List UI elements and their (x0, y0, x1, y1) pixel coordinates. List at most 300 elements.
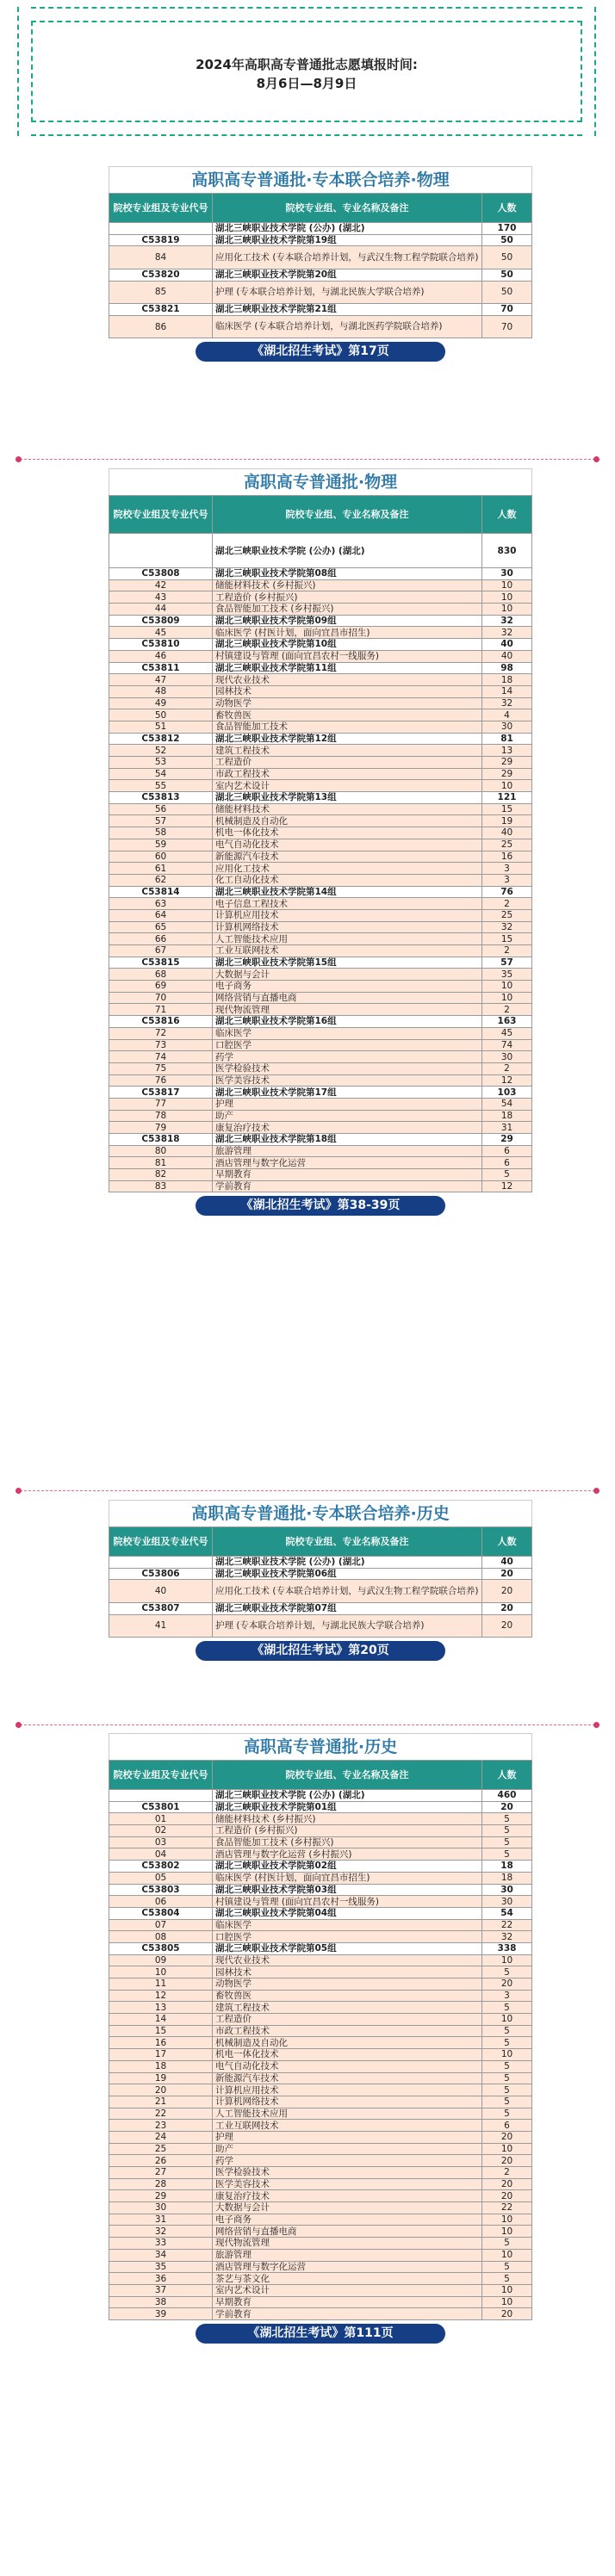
row-name: 湖北三峡职业技术学院第03组 (213, 1884, 482, 1896)
row-name: 酒店管理与数字化运营 (乡村振兴) (213, 1848, 482, 1861)
row-code: C53810 (109, 639, 213, 651)
table-row (109, 2238, 532, 2250)
row-code: 71 (109, 1004, 213, 1016)
page-reference-badge: 《湖北招生考试》第20页 (196, 1641, 445, 1661)
row-code: 72 (109, 1027, 213, 1039)
row-count: 32 (482, 1931, 532, 1943)
row-count: 25 (482, 909, 532, 921)
row-code: 86 (109, 315, 213, 338)
table-row (109, 886, 532, 898)
row-name: 机电一体化技术 (213, 827, 482, 839)
table-row (109, 909, 532, 921)
table-row (109, 933, 532, 945)
enrollment-table (109, 1760, 532, 2320)
table-row (109, 815, 532, 827)
table-row (109, 1801, 532, 1813)
table-row (109, 246, 532, 269)
row-code: 15 (109, 2025, 213, 2037)
table-row (109, 733, 532, 745)
table-row (109, 2072, 532, 2084)
row-name: 临床医学 (213, 1027, 482, 1039)
table-row (109, 803, 532, 815)
row-count: 10 (482, 604, 532, 616)
row-count: 10 (482, 992, 532, 1004)
table-row (109, 969, 532, 981)
row-count: 14 (482, 685, 532, 697)
row-code: 61 (109, 863, 213, 875)
table-row (109, 1836, 532, 1848)
row-count: 22 (482, 2202, 532, 2214)
table-row (109, 745, 532, 757)
row-name: 护理 (专本联合培养计划，与湖北民族大学联合培养) (213, 1614, 482, 1638)
row-code: 56 (109, 803, 213, 815)
row-code: 19 (109, 2072, 213, 2084)
row-count: 15 (482, 803, 532, 815)
dashed-separator (0, 1713, 615, 1736)
table-row (109, 2131, 532, 2143)
row-name: 临床医学 (专本联合培养计划，与湖北医药学院联合培养) (213, 315, 482, 338)
row-code: 32 (109, 2226, 213, 2238)
row-name: 湖北三峡职业技术学院第19组 (213, 234, 482, 246)
row-code: 64 (109, 909, 213, 921)
table-row (109, 1942, 532, 1954)
row-count: 10 (482, 780, 532, 792)
table-row (109, 1954, 532, 1966)
row-name: 动物医学 (213, 1978, 482, 1991)
row-code: C53802 (109, 1861, 213, 1873)
table-row (109, 898, 532, 910)
row-code: 57 (109, 815, 213, 827)
table-row (109, 1884, 532, 1896)
header-code: 院校专业组及专业代号 (109, 1761, 213, 1790)
row-name: 湖北三峡职业技术学院第12组 (213, 733, 482, 745)
enrollment-table (109, 193, 532, 338)
row-count: 32 (482, 627, 532, 639)
row-count: 18 (482, 1872, 532, 1884)
row-name: 早期教育 (213, 2296, 482, 2308)
header-code: 院校专业组及专业代号 (109, 1527, 213, 1557)
row-name: 湖北三峡职业技术学院第09组 (213, 615, 482, 627)
row-count: 2 (482, 1062, 532, 1074)
row-count: 5 (482, 1169, 532, 1181)
row-count: 20 (482, 1978, 532, 1991)
table-row (109, 615, 532, 627)
row-code: 36 (109, 2273, 213, 2285)
row-name: 市政工程技术 (213, 2025, 482, 2037)
row-code: C53809 (109, 615, 213, 627)
row-count: 830 (482, 534, 532, 568)
header-code: 院校专业组及专业代号 (109, 496, 213, 534)
row-code: 74 (109, 1051, 213, 1063)
table-row (109, 1990, 532, 2002)
row-code: C53801 (109, 1801, 213, 1813)
row-code: 65 (109, 921, 213, 933)
header-name: 院校专业组、专业名称及备注 (213, 496, 482, 534)
row-name: 医学美容技术 (213, 2178, 482, 2190)
row-count: 10 (482, 2214, 532, 2226)
row-name: 药学 (213, 1051, 482, 1063)
row-code: 16 (109, 2037, 213, 2049)
row-name: 湖北三峡职业技术学院第14组 (213, 886, 482, 898)
row-name: 口腔医学 (213, 1039, 482, 1051)
row-name: 湖北三峡职业技术学院第07组 (213, 1602, 482, 1614)
row-code: 42 (109, 579, 213, 591)
row-name: 工业互联网技术 (213, 945, 482, 957)
table-row (109, 2037, 532, 2049)
table-row (109, 315, 532, 338)
row-name: 助产 (213, 2143, 482, 2155)
row-code: 31 (109, 2214, 213, 2226)
row-count: 20 (482, 1801, 532, 1813)
row-count: 54 (482, 1098, 532, 1110)
table-row (109, 1896, 532, 1908)
row-name: 康复治疗技术 (213, 1122, 482, 1134)
row-count: 30 (482, 568, 532, 580)
row-count: 5 (482, 1813, 532, 1825)
row-name: 湖北三峡职业技术学院第05组 (213, 1942, 482, 1954)
row-count: 3 (482, 1990, 532, 2002)
notice-line-1: 2024年高职高专普通批志愿填报时间: (196, 57, 418, 72)
row-code: 81 (109, 1157, 213, 1169)
row-count: 5 (482, 2025, 532, 2037)
table-row (109, 1004, 532, 1016)
table-row (109, 685, 532, 697)
row-name: 建筑工程技术 (213, 2002, 482, 2014)
row-count: 18 (482, 674, 532, 686)
row-count: 5 (482, 1848, 532, 1861)
row-count: 5 (482, 1966, 532, 1978)
row-name: 茶艺与茶文化 (213, 2273, 482, 2285)
table-row (109, 1848, 532, 1861)
row-code: C53812 (109, 733, 213, 745)
table-row (109, 709, 532, 721)
row-count: 20 (482, 2155, 532, 2167)
row-name: 网络营销与直播电商 (213, 2226, 482, 2238)
row-name: 电子商务 (213, 2214, 482, 2226)
row-count: 10 (482, 2296, 532, 2308)
row-count: 30 (482, 721, 532, 733)
section-card (109, 1733, 532, 2344)
table-header (109, 194, 532, 223)
row-name: 机电一体化技术 (213, 2049, 482, 2061)
row-code: C53803 (109, 1884, 213, 1896)
row-count: 163 (482, 1016, 532, 1028)
row-name: 湖北三峡职业技术学院第01组 (213, 1801, 482, 1813)
row-name: 护理 (213, 2131, 482, 2143)
row-code: C53819 (109, 234, 213, 246)
table-row (109, 2002, 532, 2014)
row-code: 26 (109, 2155, 213, 2167)
table-row (109, 579, 532, 591)
row-code (109, 1790, 213, 1802)
row-name: 大数据与会计 (213, 2202, 482, 2214)
row-code: 79 (109, 1122, 213, 1134)
row-name: 学前教育 (213, 2308, 482, 2320)
row-count: 16 (482, 851, 532, 863)
row-code: 22 (109, 2108, 213, 2120)
row-count: 10 (482, 2284, 532, 2296)
table-row (109, 780, 532, 792)
table-row (109, 591, 532, 604)
row-name: 储能材料技术 (乡村振兴) (213, 579, 482, 591)
row-count: 6 (482, 1145, 532, 1157)
row-count: 2 (482, 1004, 532, 1016)
section-title: 高职高专普通批·专本联合培养·物理 (109, 166, 532, 193)
row-count: 57 (482, 957, 532, 969)
table-header (109, 496, 532, 534)
row-name: 湖北三峡职业技术学院第21组 (213, 304, 482, 316)
row-code: C53805 (109, 1942, 213, 1954)
row-name: 网络营销与直播电商 (213, 992, 482, 1004)
table-row (109, 1134, 532, 1146)
row-name: 食品智能加工技术 (213, 721, 482, 733)
row-code: 38 (109, 2296, 213, 2308)
row-name: 食品智能加工技术 (乡村振兴) (213, 1836, 482, 1848)
row-name: 湖北三峡职业技术学院第10组 (213, 639, 482, 651)
page-reference-badge: 《湖北招生考试》第17页 (196, 342, 445, 362)
table-row (109, 827, 532, 839)
row-code: 43 (109, 591, 213, 604)
header-code: 院校专业组及专业代号 (109, 194, 213, 223)
row-count: 20 (482, 2178, 532, 2190)
row-code: 85 (109, 281, 213, 304)
table-row (109, 2120, 532, 2132)
table-row (109, 2214, 532, 2226)
row-name: 现代农业技术 (213, 1954, 482, 1966)
row-code: 73 (109, 1039, 213, 1051)
row-name: 湖北三峡职业技术学院第06组 (213, 1568, 482, 1580)
row-count: 12 (482, 1180, 532, 1192)
table-row (109, 1813, 532, 1825)
row-code: 20 (109, 2084, 213, 2096)
notice-line-2: 8月6日—8月9日 (256, 76, 357, 91)
row-count: 50 (482, 234, 532, 246)
row-name: 药学 (213, 2155, 482, 2167)
row-code: 27 (109, 2167, 213, 2179)
dashed-separator (0, 1479, 615, 1502)
row-code: 30 (109, 2202, 213, 2214)
row-code (109, 223, 213, 235)
row-code: C53820 (109, 269, 213, 281)
row-count: 40 (482, 1557, 532, 1569)
row-count: 19 (482, 815, 532, 827)
row-code (109, 534, 213, 568)
row-code: C53811 (109, 662, 213, 674)
row-code: 51 (109, 721, 213, 733)
table-row (109, 1039, 532, 1051)
row-count: 460 (482, 1790, 532, 1802)
row-count: 20 (482, 2131, 532, 2143)
table-row (109, 1157, 532, 1169)
row-count: 18 (482, 1110, 532, 1122)
table-header (109, 1761, 532, 1790)
table-row (109, 2190, 532, 2202)
row-count: 32 (482, 697, 532, 709)
row-code: 75 (109, 1062, 213, 1074)
table-row (109, 2025, 532, 2037)
section-card (109, 468, 532, 1216)
table-row (109, 2261, 532, 2273)
table-row (109, 1978, 532, 1991)
table-header (109, 1527, 532, 1557)
row-name: 湖北三峡职业技术学院第17组 (213, 1087, 482, 1099)
row-code: 25 (109, 2143, 213, 2155)
row-name: 护理 (专本联合培养计划，与湖北民族大学联合培养) (213, 281, 482, 304)
table-row (109, 851, 532, 863)
table-row (109, 568, 532, 580)
table-row (109, 2096, 532, 2108)
table-row (109, 2084, 532, 2096)
row-code: 14 (109, 2014, 213, 2026)
table-row (109, 534, 532, 568)
row-name: 湖北三峡职业技术学院第16组 (213, 1016, 482, 1028)
row-code: 24 (109, 2131, 213, 2143)
row-name: 动物医学 (213, 697, 482, 709)
table-row (109, 2202, 532, 2214)
row-name: 湖北三峡职业技术学院第18组 (213, 1134, 482, 1146)
row-name: 电气自动化技术 (213, 2060, 482, 2072)
row-count: 74 (482, 1039, 532, 1051)
section-title: 高职高专普通批·专本联合培养·历史 (109, 1500, 532, 1526)
table-row (109, 604, 532, 616)
row-code: 21 (109, 2096, 213, 2108)
table-row (109, 1919, 532, 1931)
row-name: 医学检验技术 (213, 1062, 482, 1074)
table-row (109, 1180, 532, 1192)
row-count: 5 (482, 2002, 532, 2014)
table-row (109, 2249, 532, 2261)
table-row (109, 650, 532, 662)
row-name: 村镇建设与管理 (面向宜昌农村一线服务) (213, 1896, 482, 1908)
row-name: 湖北三峡职业技术学院第15组 (213, 957, 482, 969)
table-row (109, 627, 532, 639)
row-name: 计算机应用技术 (213, 909, 482, 921)
table-row (109, 863, 532, 875)
row-name: 电子商务 (213, 981, 482, 993)
row-code: 01 (109, 1813, 213, 1825)
row-count: 5 (482, 2060, 532, 2072)
row-count: 22 (482, 1919, 532, 1931)
row-code: 49 (109, 697, 213, 709)
row-code: 28 (109, 2178, 213, 2190)
row-code: 46 (109, 650, 213, 662)
table-row (109, 1907, 532, 1919)
row-count: 5 (482, 2238, 532, 2250)
row-code (109, 1557, 213, 1569)
row-code: C53807 (109, 1602, 213, 1614)
row-name: 护理 (213, 1098, 482, 1110)
header-count: 人数 (482, 194, 532, 223)
enrollment-table (109, 495, 532, 1192)
table-row (109, 2178, 532, 2190)
row-code: C53821 (109, 304, 213, 316)
row-code: 83 (109, 1180, 213, 1192)
row-count: 2 (482, 898, 532, 910)
row-name: 大数据与会计 (213, 969, 482, 981)
table-row (109, 721, 532, 733)
table-row (109, 992, 532, 1004)
table-row (109, 1051, 532, 1063)
table-row (109, 269, 532, 281)
table-row (109, 2308, 532, 2320)
row-code: 45 (109, 627, 213, 639)
row-count: 29 (482, 1134, 532, 1146)
table-row (109, 2296, 532, 2308)
row-count: 31 (482, 1122, 532, 1134)
row-code: 50 (109, 709, 213, 721)
table-row (109, 697, 532, 709)
table-row (109, 2167, 532, 2179)
row-name: 市政工程技术 (213, 768, 482, 780)
row-count: 10 (482, 579, 532, 591)
row-name: 工业互联网技术 (213, 2120, 482, 2132)
row-name: 口腔医学 (213, 1931, 482, 1943)
row-code: 84 (109, 246, 213, 269)
row-count: 29 (482, 768, 532, 780)
row-count: 40 (482, 827, 532, 839)
row-count: 338 (482, 1942, 532, 1954)
row-name: 机械制造及自动化 (213, 2037, 482, 2049)
table-row (109, 1087, 532, 1099)
row-name: 临床医学 (村医计划，面向宜昌市招生) (213, 1872, 482, 1884)
row-code: 67 (109, 945, 213, 957)
row-count: 5 (482, 2096, 532, 2108)
table-row (109, 1825, 532, 1837)
row-code: C53818 (109, 1134, 213, 1146)
row-count: 20 (482, 2308, 532, 2320)
table-row (109, 921, 532, 933)
row-count: 121 (482, 792, 532, 804)
row-count: 103 (482, 1087, 532, 1099)
row-count: 70 (482, 304, 532, 316)
table-row (109, 1074, 532, 1087)
row-count: 50 (482, 281, 532, 304)
table-row (109, 1568, 532, 1580)
row-count: 5 (482, 2084, 532, 2096)
row-code: 37 (109, 2284, 213, 2296)
row-count: 18 (482, 1861, 532, 1873)
row-count: 3 (482, 874, 532, 886)
row-name: 建筑工程技术 (213, 745, 482, 757)
row-name: 湖北三峡职业技术学院第20组 (213, 269, 482, 281)
row-name: 湖北三峡职业技术学院 (公办) (湖北) (213, 1790, 482, 1802)
table-row (109, 2049, 532, 2061)
table-row (109, 2226, 532, 2238)
row-code: 10 (109, 1966, 213, 1978)
row-name: 应用化工技术 (213, 863, 482, 875)
row-code: 29 (109, 2190, 213, 2202)
row-code: C53813 (109, 792, 213, 804)
table-row (109, 792, 532, 804)
table-row (109, 945, 532, 957)
row-count: 32 (482, 615, 532, 627)
row-code: 52 (109, 745, 213, 757)
row-name: 湖北三峡职业技术学院 (公办) (湖北) (213, 1557, 482, 1569)
page-reference-badge: 《湖北招生考试》第38-39页 (196, 1196, 445, 1216)
row-code: 58 (109, 827, 213, 839)
row-code: C53808 (109, 568, 213, 580)
row-count: 40 (482, 639, 532, 651)
row-count: 5 (482, 2273, 532, 2285)
row-count: 76 (482, 886, 532, 898)
table-row (109, 874, 532, 886)
table-row (109, 2273, 532, 2285)
row-count: 30 (482, 1051, 532, 1063)
row-code: 70 (109, 992, 213, 1004)
row-count: 20 (482, 1580, 532, 1603)
enrollment-table (109, 1526, 532, 1638)
table-row (109, 223, 532, 235)
